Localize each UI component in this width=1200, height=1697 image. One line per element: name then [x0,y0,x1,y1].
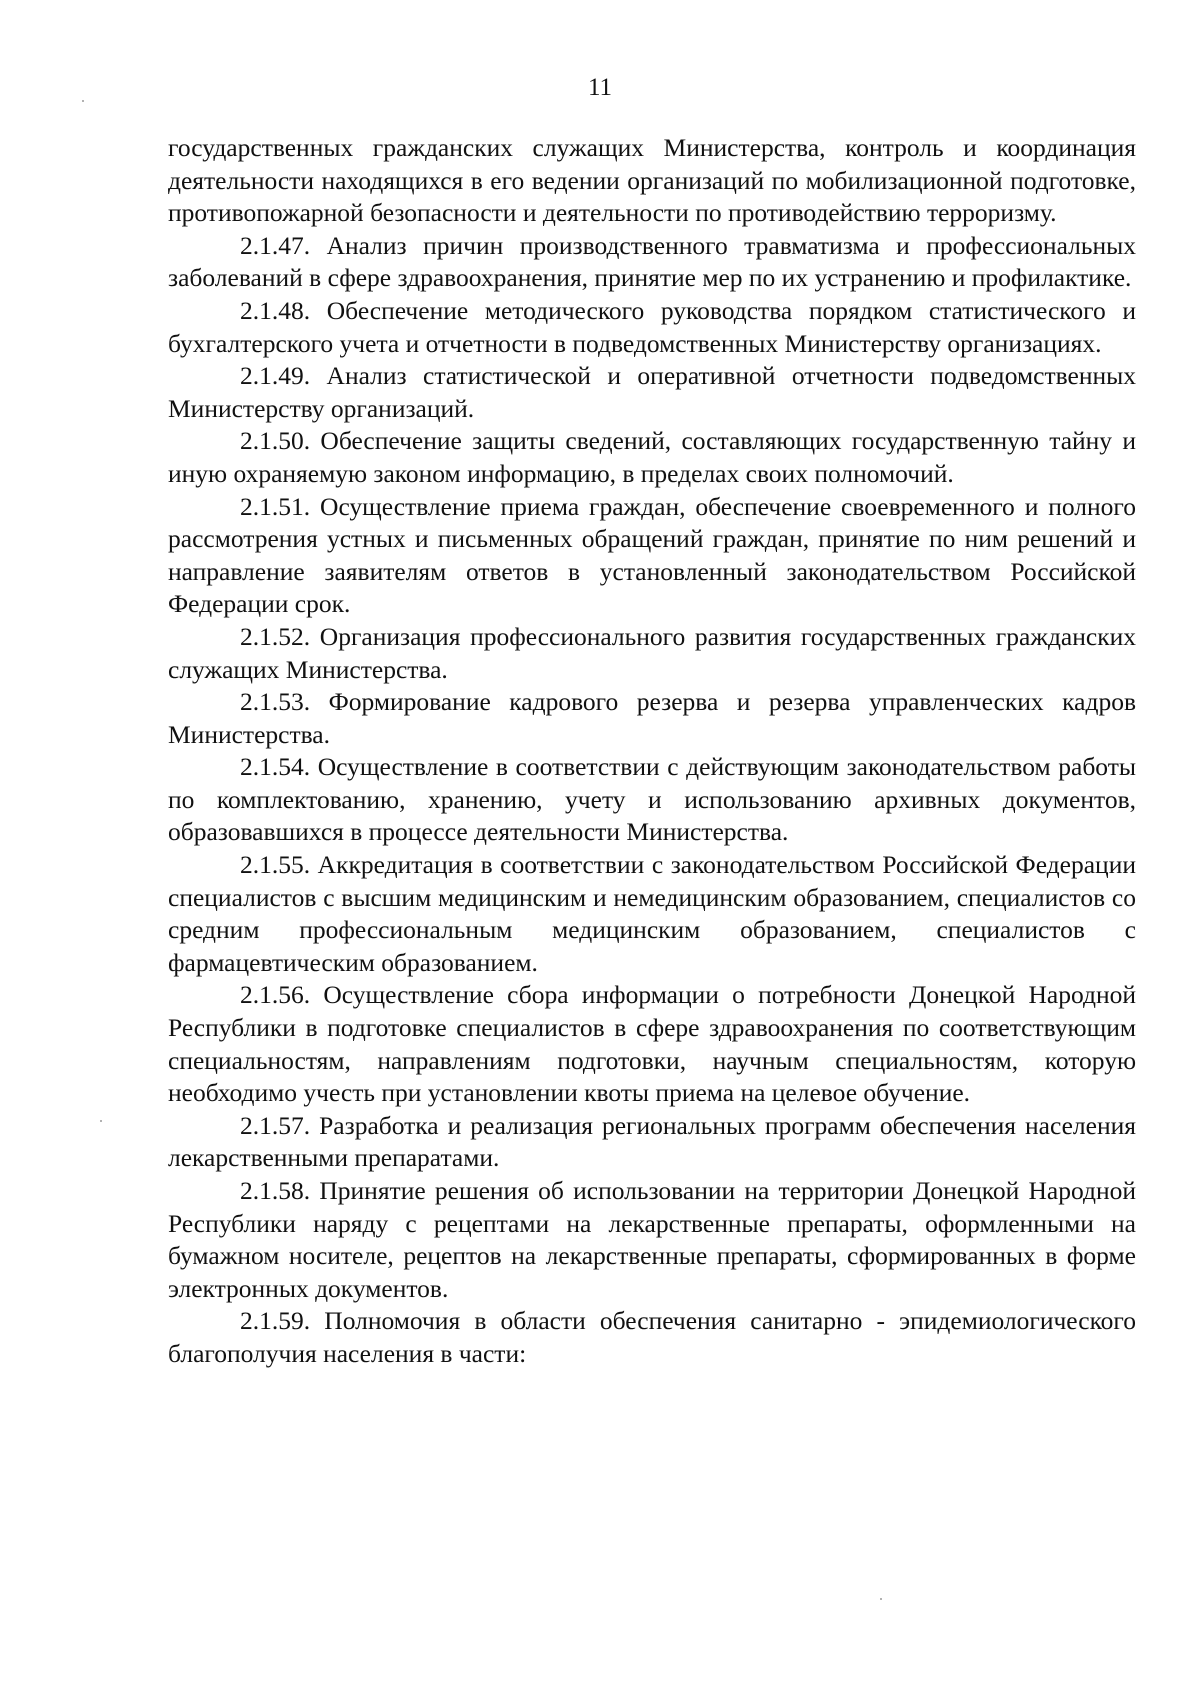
paragraph-2-1-48: 2.1.48. Обеспечение методического руководства порядком статистического и бухгалтерского учета и отчетности в подведомственных Министерству организациях. [168,295,1136,358]
paragraph-2-1-55: 2.1.55. Аккредитация в соответствии с законодательством Российской Федерации специалистов с высшим медицинским и немедицинским образованием, специалистов со средним профессиональным медицинским образованием, специалистов с фармацевтическим образованием. [168,850,1136,977]
paragraph-2-1-52: 2.1.52. Организация профессионального развития государственных гражданских служащих Министерства. [168,621,1136,684]
paragraph-2-1-56: 2.1.56. Осуществление сбора информации о потребности Донецкой Народной Республики в подготовке специалистов в сфере здравоохранения по соответствующим специальностям, направлениям подготовки, научным специальностям, которую необходимо учесть при установлении квоты приема на целевое обучение. [168,980,1136,1108]
scan-speck [100,1120,102,1122]
paragraph-2-1-49: 2.1.49. Анализ статистической и оперативной отчетности подведомственных Министерству организаций. [168,361,1136,423]
paragraph-2-1-47: 2.1.47. Анализ причин производственного травматизма и профессиональных заболеваний в сфере здравоохранения, принятие мер по их устранению и профилактике. [168,230,1136,293]
paragraph-2-1-50: 2.1.50. Обеспечение защиты сведений, составляющих государственную тайну и иную охраняемую законом информацию, в пределах своих полномочий. [168,426,1136,488]
scan-speck [880,1598,882,1600]
page-number: 11 [587,74,613,101]
paragraph-2-1-59: 2.1.59. Полномочия в области обеспечения санитарно - эпидемиологического благополучия населения в части: [168,1306,1136,1368]
paragraph-2-1-54: 2.1.54. Осуществление в соответствии с действующим законодательством работы по комплектованию, хранению, учету и использованию архивных документов, образовавшихся в процессе деятельности Министерства. [168,752,1136,847]
document-body [168,132,1136,1371]
scan-speck [82,100,84,102]
paragraph-2-1-57: 2.1.57. Разработка и реализация региональных программ обеспечения населения лекарственными препаратами. [168,1110,1136,1173]
paragraph-2-1-53: 2.1.53. Формирование кадрового резерва и резерва управленческих кадров Министерства. [168,687,1136,749]
paragraph-2-1-58: 2.1.58. Принятие решения об использовании на территории Донецкой Народной Республики наряду с рецептами на лекарственные препараты, оформленными на бумажном носителе, рецептов на лекарственные препараты, сформированных в форме электронных документов. [168,1176,1136,1303]
paragraph-2-1-51: 2.1.51. Осуществление приема граждан, обеспечение своевременного и полного рассмотрения устных и письменных обращений граждан, принятие по ним решений и направление заявителям ответов в установленный законодательством Российской Федерации срок. [168,491,1136,619]
paragraph-continuation: государственных гражданских служащих Министерства, контроль и координация деятельности находящихся в его ведении организаций по мобилизационной подготовке, противопожарной безопасности и деятельности по противодействию терроризму. [168,133,1136,228]
